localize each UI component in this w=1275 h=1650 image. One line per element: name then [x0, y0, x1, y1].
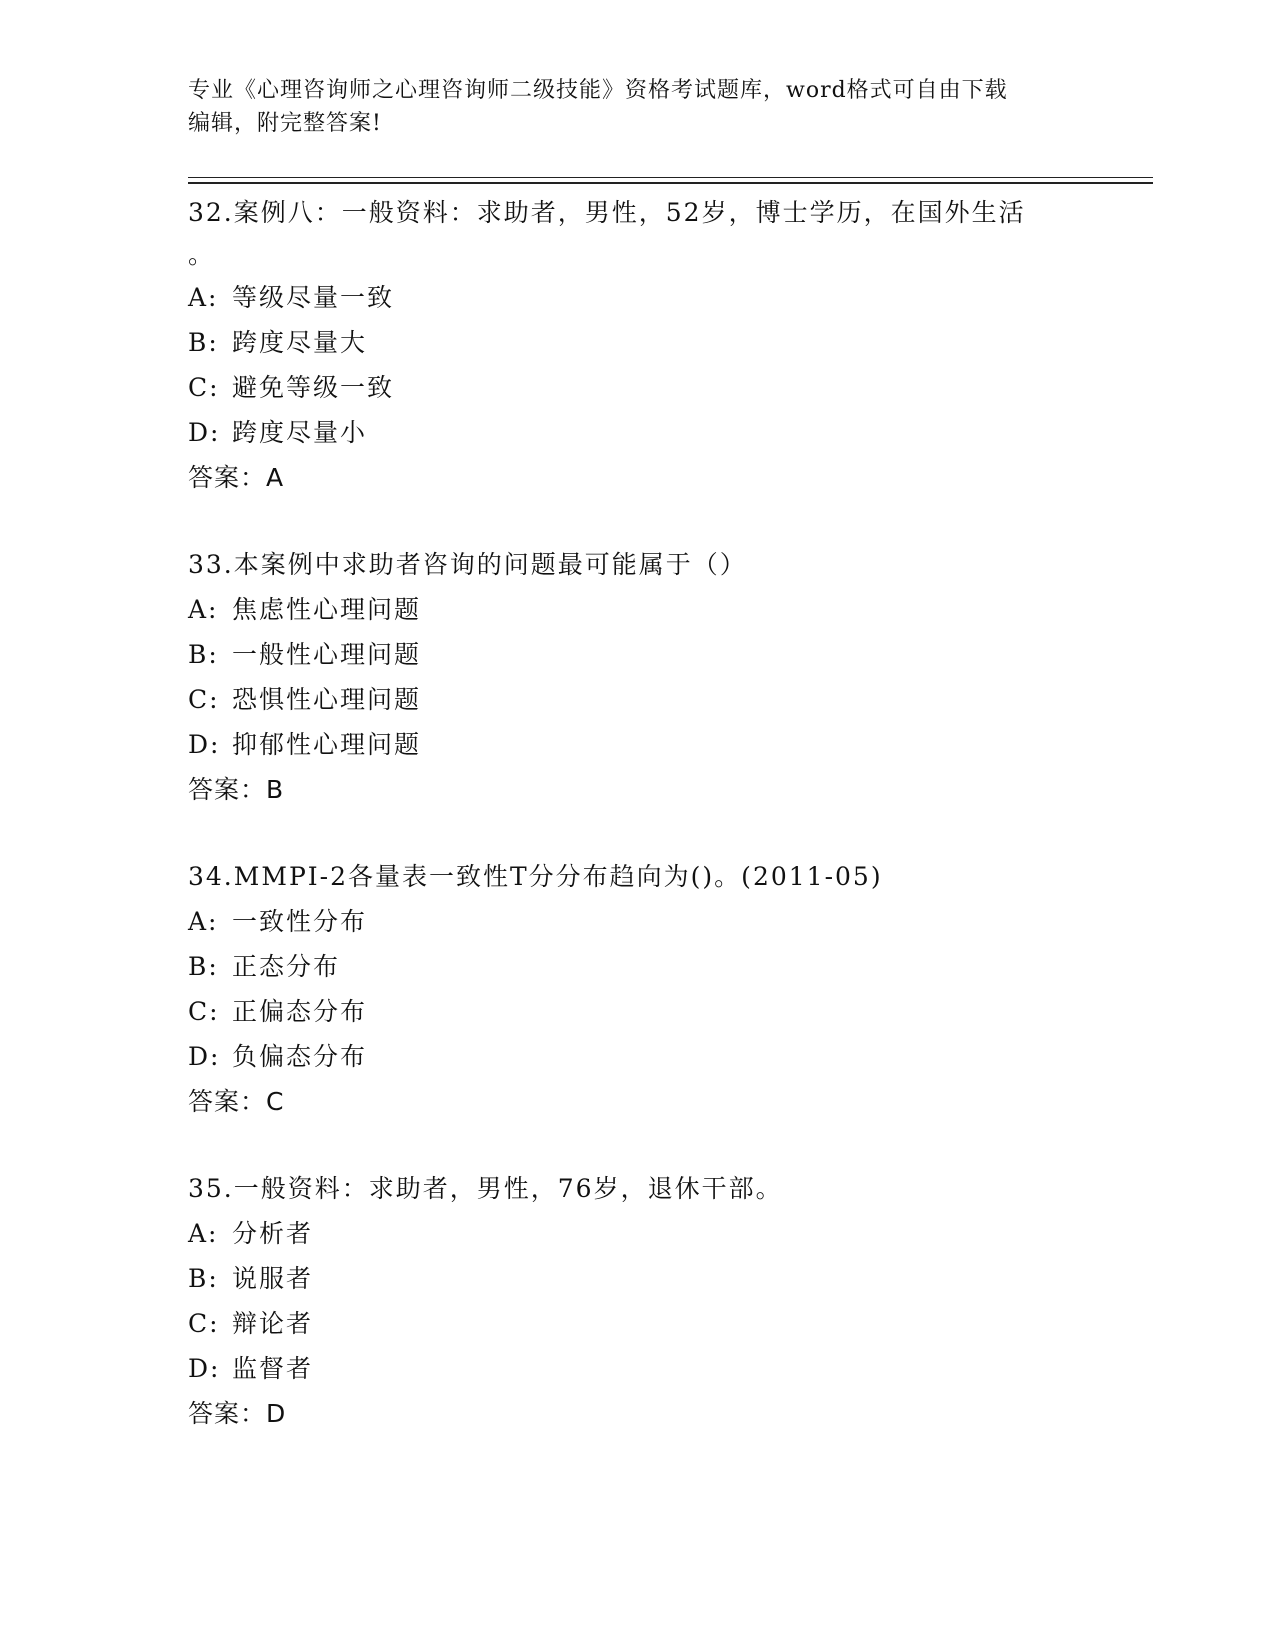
option-a: [188, 275, 1188, 320]
answer-line: 答案：C: [188, 1087, 285, 1116]
option-c: [188, 677, 1188, 722]
option-letter: D:: [188, 1042, 221, 1071]
header-line-2: 编辑，附完整答案!: [188, 111, 382, 136]
question-stem: 32.案例八：一般资料：求助者，男性，52岁，博士学历，在国外生活: [188, 198, 1026, 227]
option-b: [188, 944, 1188, 989]
header-divider-thick: [188, 182, 1153, 184]
option-text: 分析者: [232, 1219, 314, 1248]
option-letter: D:: [188, 1354, 221, 1383]
option-letter: B:: [188, 952, 219, 981]
option-d: [188, 1034, 1188, 1079]
option-text: 一致性分布: [232, 907, 368, 936]
question-list: [188, 190, 1188, 1478]
option-text: 一般性心理问题: [232, 640, 422, 669]
option-letter: D:: [188, 418, 221, 447]
option-c: [188, 365, 1188, 410]
option-text: 监督者: [232, 1354, 314, 1383]
option-text: 避免等级一致: [232, 373, 395, 402]
option-b: [188, 320, 1188, 365]
header-divider-thin: [188, 177, 1153, 178]
option-d: [188, 410, 1188, 455]
option-text: 等级尽量一致: [232, 283, 395, 312]
option-text: 跨度尽量大: [232, 328, 368, 357]
option-a: [188, 1211, 1188, 1256]
option-letter: C:: [188, 685, 220, 714]
option-letter: A:: [188, 283, 219, 312]
option-letter: B:: [188, 640, 219, 669]
option-text: 抑郁性心理问题: [232, 730, 422, 759]
option-text: 焦虑性心理问题: [232, 595, 422, 624]
option-letter: C:: [188, 1309, 220, 1338]
question-stem: 33.本案例中求助者咨询的问题最可能属于（）: [188, 550, 747, 579]
option-d: [188, 1346, 1188, 1391]
question-34: [188, 854, 1188, 1124]
option-text: 辩论者: [232, 1309, 314, 1338]
option-text: 正偏态分布: [232, 997, 368, 1026]
option-letter: D:: [188, 730, 221, 759]
answer-line: 答案：B: [188, 775, 285, 804]
option-text: 正态分布: [232, 952, 341, 981]
question-35: [188, 1166, 1188, 1436]
question-33: [188, 542, 1188, 812]
question-stem: 34.MMPI-2各量表一致性T分分布趋向为()。(2011-05): [188, 862, 883, 891]
option-letter: A:: [188, 1219, 219, 1248]
option-b: [188, 632, 1188, 677]
option-letter: A:: [188, 907, 219, 936]
answer-line: 答案：D: [188, 1399, 287, 1428]
option-letter: C:: [188, 997, 220, 1026]
question-32: [188, 190, 1188, 500]
option-text: 负偏态分布: [232, 1042, 368, 1071]
option-text: 说服者: [232, 1264, 314, 1293]
document-header: [188, 74, 1088, 140]
option-text: 跨度尽量小: [232, 418, 368, 447]
header-line-1: 专业《心理咨询师之心理咨询师二级技能》资格考试题库，word格式可自由下载: [188, 78, 1008, 103]
question-stem-continuation: 。: [188, 240, 214, 269]
option-a: [188, 587, 1188, 632]
option-c: [188, 989, 1188, 1034]
option-c: [188, 1301, 1188, 1346]
option-letter: C:: [188, 373, 220, 402]
option-letter: B:: [188, 1264, 219, 1293]
option-text: 恐惧性心理问题: [232, 685, 422, 714]
option-d: [188, 722, 1188, 767]
question-stem: 35.一般资料：求助者，男性，76岁，退休干部。: [188, 1174, 783, 1203]
option-letter: B:: [188, 328, 219, 357]
option-a: [188, 899, 1188, 944]
option-letter: A:: [188, 595, 219, 624]
answer-line: 答案：A: [188, 463, 285, 492]
option-b: [188, 1256, 1188, 1301]
